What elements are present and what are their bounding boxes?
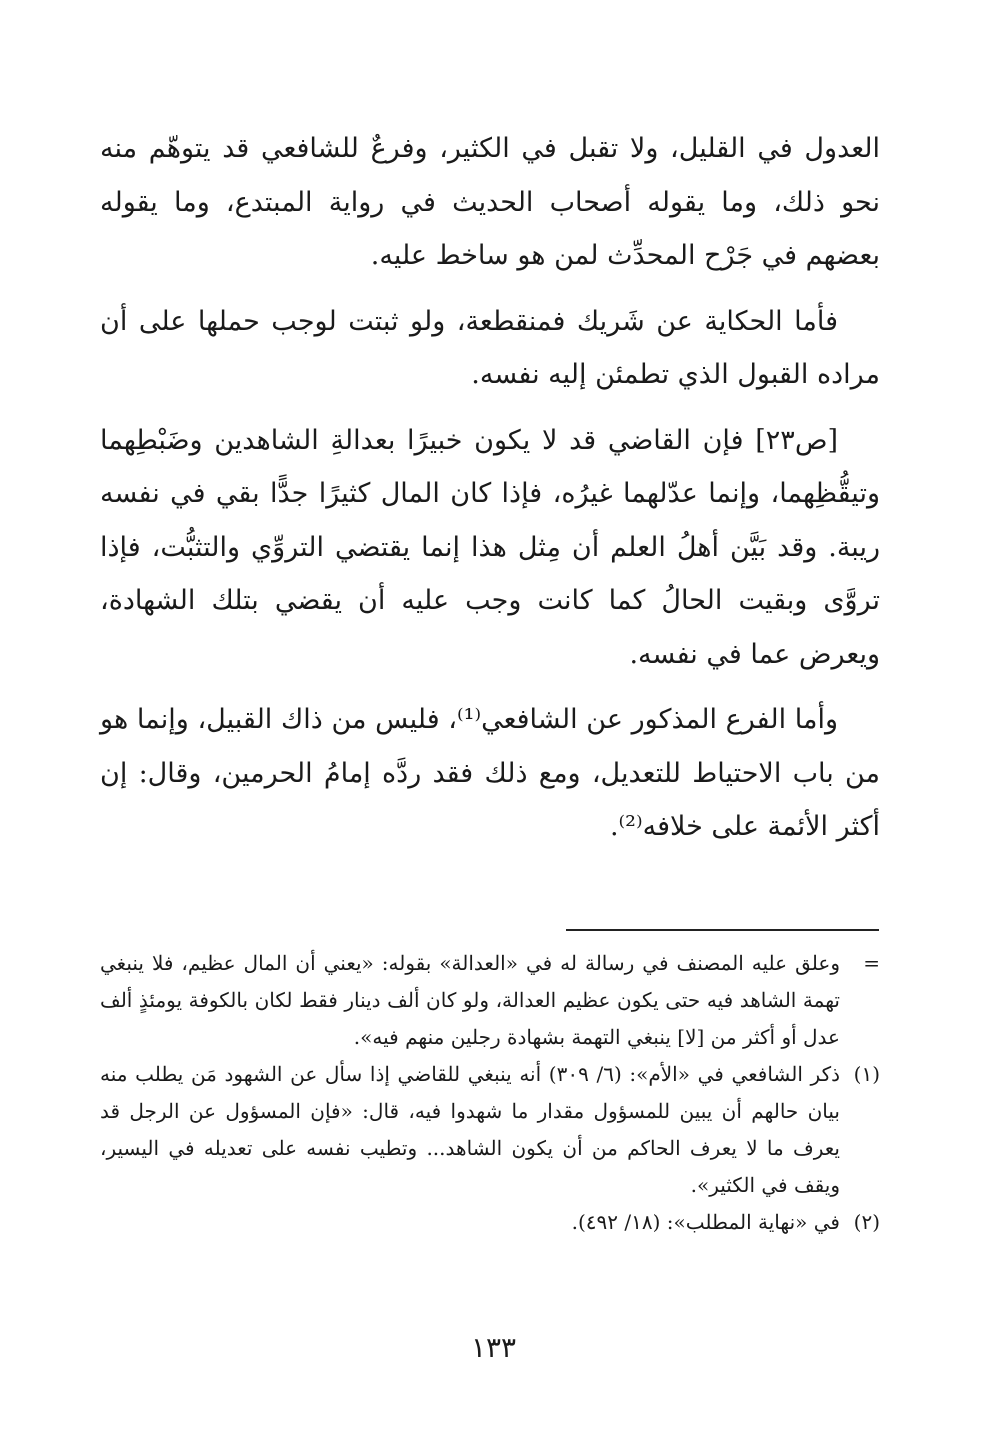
paragraph: العدول في القليل، ولا تقبل في الكثير، وفرعٌ للشافعي قد يتوهّم منه نحو ذلك، وما يقوله أصحاب الحديث في رواية المبتدع، وما يقوله بعضهم في جَرْح المحدِّث لمن هو ساخط عليه. [100, 133, 880, 271]
footnotes [100, 945, 880, 1241]
footnote-1 [100, 1056, 880, 1204]
footnote-marker: (٢) [853, 1210, 880, 1234]
footnote-text: وعلق عليه المصنف في رسالة له في «العدالة» بقوله: «يعني أن المال عظيم، فلا ينبغي تهمة الشاهد فيه حتى يكون عظيم العدالة، ولو كان ألف دينار فقط لكان بالكوفة يومئذٍ ألف عدل أو أكثر من [لا] ينبغي التهمة بشهادة رجلين منهم فيه». [100, 951, 840, 1049]
page-number: ١٣٣ [470, 1331, 517, 1364]
paragraph: فأما الحكاية عن شَريك فمنقطعة، ولو ثبتت لوجب حملها على أن مراده القبول الذي تطمئن إليه نفسه. [100, 305, 880, 390]
footnote-text: في «نهاية المطلب»: (١٨/ ٤٩٢). [571, 1210, 840, 1234]
main-text [100, 122, 880, 866]
footnote-separator [566, 929, 879, 931]
footnote-2 [100, 1204, 880, 1241]
footnote-continuation [100, 945, 880, 1056]
footnote-marker: (١) [853, 1062, 880, 1086]
footnote-text: ذكر الشافعي في «الأم»: (٦/ ٣٠٩) أنه ينبغي للقاضي إذا سأل عن الشهود مَن يطلب منه بيان حالهم أن يبين للمسؤول مقدار ما شهدوا فيه، قال: «فإن المسؤول عن الرجل قد يعرف ما لا يعرف الحاكم من أن يكون الشاهد... وتطيب نفسه على تعديله في اليسير، ويقف في الكثير». [100, 1062, 840, 1197]
paragraph: [ص٢٣] فإن القاضي قد لا يكون خبيرًا بعدالةِ الشاهدين وضَبْطِهما وتيقُّظِهما، وإنما عدّلهما غيرُه، فإذا كان المال كثيرًا جدًّا بقي في نفسه ريبة. وقد بَيَّن أهلُ العلم أن مِثل هذا إنما يقتضي التروِّي والتثبُّت، فإذا تروَّى وبقيت الحالُ كما كانت وجب عليه أن يقضي بتلك الشهادة، ويعرض عما في نفسه. [100, 424, 880, 670]
paragraph: وأما الفرع المذكور عن الشافعي⁽¹⁾، فليس من ذاك القبيل، وإنما هو من باب الاحتياط للتعديل، ومع ذلك فقد ردَّه إمامُ الحرمين، وقال: إن أكثر الأئمة على خلافه⁽²⁾. [100, 704, 880, 842]
footnote-marker: = [863, 951, 880, 975]
